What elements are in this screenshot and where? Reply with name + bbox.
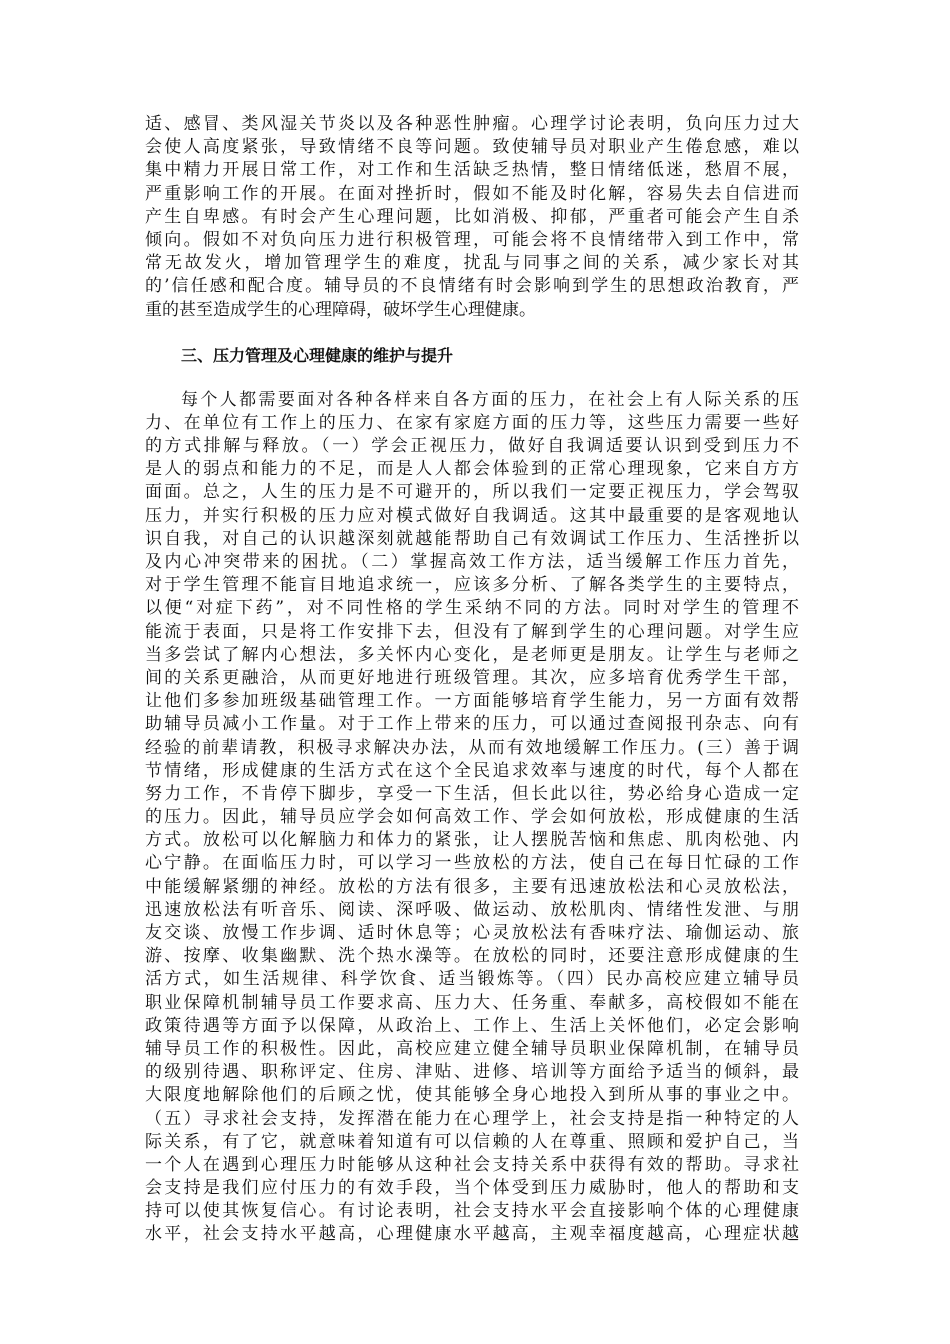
text-line: 友交谈、放慢工作步调、适时休息等；心灵放松法有香味疗法、瑜伽运动、旅: [145, 923, 799, 943]
text-line: 一个人在遇到心理压力时能够从这种社会支持关系中获得有效的帮助。寻求社: [145, 1154, 799, 1175]
text-line: 的方式排解与释放。（一）学会正视压力，做好自我调适要认识到受到压力不: [145, 436, 799, 457]
text-line: 迅速放松法有听音乐、阅读、深呼吸、做运动、放松肌肉、情绪性发泄、与朋: [145, 899, 799, 920]
text-line: 游、按摩、收集幽默、洗个热水澡等。在放松的同时，还要注意形成健康的生: [145, 946, 799, 967]
text-line: 经验的前辈请教，积极寻求解决办法，从而有效地缓解工作压力。(三）善于调: [145, 737, 799, 758]
text-line: 的压力。因此，辅导员应学会如何高效工作、学会如何放松，形成健康的生活: [145, 807, 799, 828]
text-line: 辅导员工作的积极性。因此，高校应建立健全辅导员职业保障机制，在辅导员: [145, 1038, 799, 1059]
text-line: 政策待遇等方面予以保障，从政治上、工作上、生活上关怀他们，必定会影响: [145, 1015, 799, 1036]
text-line: 常无故发火，增加管理学生的难度，扰乱与同事之间的关系，减少家长对其: [145, 253, 799, 274]
text-line: 助辅导员减小工作量。对于工作上带来的压力，可以通过查阅报刊杂志、向有: [145, 714, 799, 735]
text-line: 方式。放松可以化解脑力和体力的紧张，让人摆脱苦恼和焦虑、肌肉松弛、内: [145, 830, 799, 851]
text-line: 适、感冒、类风湿关节炎以及各种恶性肿瘤。心理学讨论表明，负向压力过大: [145, 114, 799, 134]
text-line: 严重影响工作的开展。在面对挫折时，假如不能及时化解，容易失去自信进而: [145, 183, 799, 204]
text-line: 心宁静。在面临压力时，可以学习一些放松的方法，使自己在每日忙碌的工作: [145, 853, 799, 874]
text-line: 及内心冲突带来的困扰。（二）掌握高效工作方法，适当缓解工作压力首先，: [145, 552, 799, 572]
paragraph-stress-effects: [145, 113, 799, 322]
text-line: 努力工作，不肯停下脚步，享受一下生活，但长此以往，势必给身心造成一定: [145, 783, 799, 804]
text-line: 活方式，如生活规律、科学饮食、适当锻炼等。（四）民办高校应建立辅导员: [145, 969, 799, 990]
text-line: 间的关系更融洽，从而更好地进行班级管理。其次，应多培育优秀学生干部，: [145, 667, 799, 688]
text-line: 中能缓解紧绷的神经。放松的方法有很多，主要有迅速放松法和心灵放松法，: [145, 876, 799, 897]
section-heading: 三、压力管理及心理健康的维护与提升: [181, 345, 454, 365]
text-line: 重的甚至造成学生的心理障碍，破坏学生心理健康。: [145, 299, 536, 320]
text-line: 每个人都需要面对各种各样来自各方面的压力，在社会上有人际关系的压: [181, 389, 799, 410]
text-line: 会支持是我们应付压力的有效手段，当个体受到压力威胁时，他人的帮助和支: [145, 1178, 799, 1199]
text-line: 让他们多参加班级基础管理工作。一方面能够培育学生能力，另一方面有效帮: [145, 691, 799, 712]
text-line: 力、在单位有工作上的压力、在家有家庭方面的压力等，这些压力需要一些好: [145, 412, 799, 433]
text-line: 对于学生管理不能盲目地追求统一，应该多分析、了解各类学生的主要特点，: [145, 575, 799, 596]
text-line: 际关系，有了它，就意味着知道有可以信赖的人在尊重、照顾和爱护自己，当: [145, 1131, 799, 1152]
text-line: 以便“对症下药”，对不同性格的学生采纳不同的方法。同时对学生的管理不: [145, 598, 799, 619]
document-body: [145, 113, 799, 1247]
text-line: 是人的弱点和能力的不足，而是人人都会体验到的正常心理现象，它来自方方: [145, 459, 799, 480]
text-line: 产生自卑感。有时会产生心理问题，比如消极、抑郁，严重者可能会产生自杀: [145, 206, 799, 227]
text-line: 持可以使其恢复信心。有讨论表明，社会支持水平会直接影响个体的心理健康: [145, 1201, 799, 1222]
text-line: 的级别待遇、职称评定、住房、津贴、进修、培训等方面给予适当的倾斜，最: [145, 1062, 799, 1083]
text-line: 水平，社会支持水平越高，心理健康水平越高，主观幸福度越高，心理症状越: [145, 1224, 799, 1245]
text-line: 面面。总之，人生的压力是不可避开的，所以我们一定要正视压力，学会驾驭: [145, 482, 799, 503]
paragraph-stress-management: [145, 389, 799, 1247]
text-line: 职业保障机制辅导员工作要求高、压力大、任务重、奉献多，高校假如不能在: [145, 992, 799, 1013]
text-line: 节情绪，形成健康的生活方式在这个全民追求效率与速度的时代，每个人都在: [145, 760, 799, 781]
text-line: 大限度地解除他们的后顾之忧，使其能够全身心地投入到所从事的事业之中。: [145, 1085, 799, 1106]
text-line: 能流于表面，只是将工作安排下去，但没有了解到学生的心理问题。对学生应: [145, 621, 799, 642]
text-line: 压力，并实行积极的压力应对模式做好自我调适。这其中最重要的是客观地认: [145, 505, 799, 526]
text-line: 识自我，对自己的认识越深刻就越能帮助自己有效调试工作压力、生活挫折以: [145, 528, 799, 549]
text-line: （五）寻求社会支持，发挥潜在能力在心理学上，社会支持是指一种特定的人: [145, 1108, 799, 1129]
text-line: 的’信任感和配合度。辅导员的不良情绪有时会影响到学生的思想政治教育，严: [145, 276, 799, 297]
text-line: 会使人高度紧张，导致情绪不良等问题。致使辅导员对职业产生倦怠感，难以: [145, 137, 799, 158]
text-line: 集中精力开展日常工作，对工作和生活缺乏热情，整日情绪低迷，愁眉不展，: [145, 160, 799, 181]
text-line: 当多尝试了解内心想法，多关怀内心变化，是老师更是朋友。让学生与老师之: [145, 644, 799, 665]
text-line: 倾向。假如不对负向压力进行积极管理，可能会将不良情绪带入到工作中，常: [145, 229, 799, 250]
